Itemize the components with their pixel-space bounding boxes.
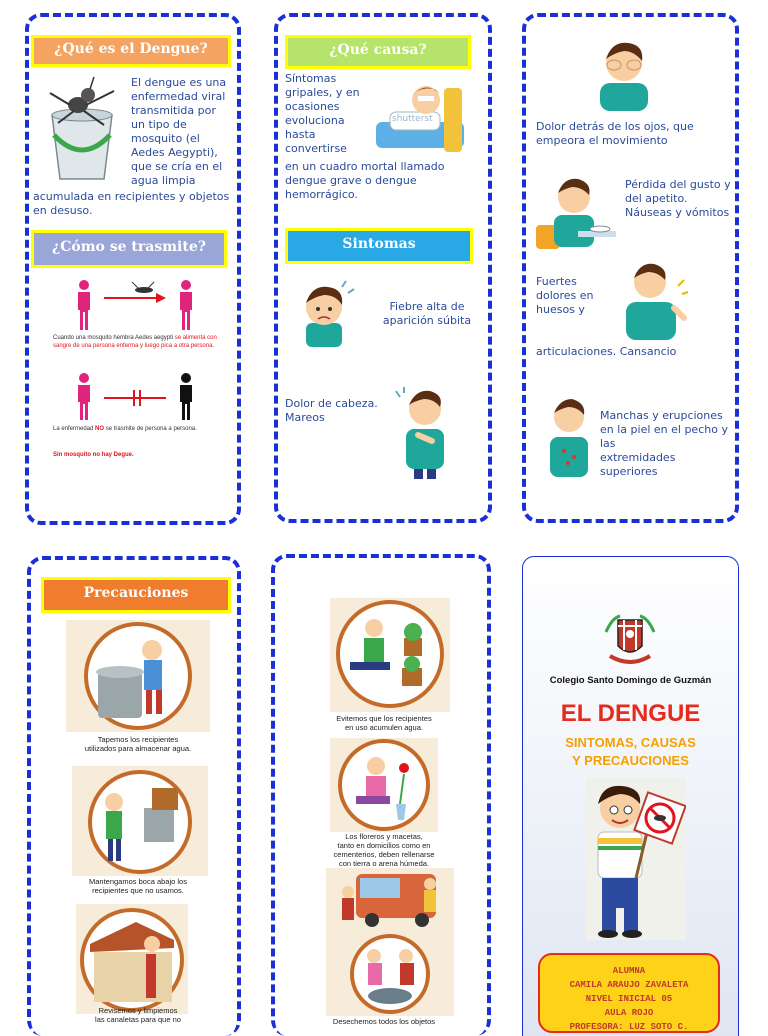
caption-part-red: NO [95, 426, 105, 432]
caption-line: Tapemos los recipientes [97, 735, 179, 744]
caption-line: Los floreros y macetas, [345, 832, 423, 841]
caption-part: Cuando una mosquito hembra Aedes aegypti [53, 335, 174, 341]
student-label: ALUMNA [612, 966, 646, 976]
cleaning-gutters-illustration [76, 904, 188, 1014]
text-line: en un cuadro mortal llamado [285, 160, 445, 173]
text-line: hasta [285, 128, 316, 141]
text-line: Pérdida del gusto y [625, 178, 731, 191]
student-classroom: AULA ROJO [604, 1008, 654, 1018]
garbage-collection-illustration [326, 868, 454, 1016]
student-teacher: PROFESORA: LUZ SOTO C. [569, 1022, 689, 1032]
text-line: Síntomas [285, 72, 337, 85]
text-line: Dolor de cabeza. [285, 397, 378, 410]
text-line: Náuseas y vómitos [625, 206, 730, 219]
subtitle-line: SINTOMAS, CAUSAS [565, 735, 696, 750]
text-line: transmitida por [131, 104, 216, 117]
student-info-box [538, 953, 720, 1033]
heading-como-se-trasmite [31, 230, 227, 268]
caption-line: las canaletas para que no [95, 1015, 181, 1024]
caption-line: Mantengamos boca abajo los [89, 877, 187, 886]
text-line: Mareos [285, 411, 325, 424]
no-appetite-boy-illustration [534, 175, 618, 251]
boy-with-mosquito-sign-illustration [586, 778, 686, 940]
text-line: huesos y [536, 303, 585, 316]
text-line: que se cría en el [131, 160, 223, 173]
precaution-caption-5 [304, 832, 464, 868]
text-line: Manchas y erupciones [600, 409, 723, 422]
que-es-text-right [131, 76, 231, 188]
skin-rash-boy-illustration [544, 395, 594, 477]
containers-upside-down-illustration [72, 766, 208, 876]
symptom-bones-text [536, 275, 616, 317]
caption-part: La enfermedad [53, 426, 94, 432]
caption-line: utilizados para almacenar agua. [84, 744, 192, 753]
symptom-bones-end-text: articulaciones. Cansancio [536, 345, 677, 358]
text-line: acumulada en recipientes y objetos [33, 190, 230, 203]
precaution-caption-3 [58, 1006, 218, 1024]
caption-line: en uso acumulen agua. [345, 723, 423, 732]
caption-line: tanto en domicilios como en [337, 841, 431, 850]
transmission-caption-1 [53, 334, 223, 350]
text-line: extremidades [600, 451, 676, 464]
caption-line: Evitemos que los recipientes [336, 714, 432, 723]
que-causa-text-full [285, 160, 473, 202]
text-line: convertirse [285, 142, 347, 155]
text-line: Aedes Aegypti), [131, 146, 218, 159]
symptom-taste-text [625, 178, 737, 220]
shutterstock-watermark: shutterst [392, 114, 433, 124]
text-line: enfermedad viral [131, 90, 226, 103]
heading-que-es-el-dengue [31, 35, 231, 67]
symptom-headache-text [285, 397, 385, 425]
school-name: Colegio Santo Domingo de Guzmán [549, 675, 712, 686]
text-line: del apetito. [625, 192, 688, 205]
text-line: mosquito (el [131, 132, 200, 145]
text-line: ocasiones [285, 100, 340, 113]
text-line: dengue grave o dengue [285, 174, 417, 187]
text-line: aparición súbita [382, 314, 472, 327]
caption-line: cementerios, deben rellenarse [333, 850, 435, 859]
cover-title: EL DENGUE [560, 700, 701, 727]
precaution-caption-2 [58, 877, 218, 895]
mosquito-bucket-illustration [38, 75, 126, 183]
caption-part: persona. [173, 426, 197, 432]
caption-part-red: pica a otra persona. [161, 343, 215, 349]
caption-line: con tierra o arena húmeda. [338, 859, 430, 868]
text-line: empeora el movimiento [536, 134, 668, 147]
plant-pots-illustration [330, 598, 450, 712]
text-line: agua limpia [131, 174, 196, 187]
symptom-fever-text [382, 300, 472, 328]
text-line: gripales, y en [285, 86, 360, 99]
caption-line: Revisemos y limpiemos [98, 1006, 178, 1015]
precaution-caption-6 [304, 1017, 464, 1026]
text-line: evoluciona [285, 114, 345, 127]
cover-subtitle [524, 734, 737, 770]
text-line: Fiebre alta de [389, 300, 465, 313]
student-level: NIVEL INICIAL 05 [585, 994, 673, 1004]
text-line: dolores en [536, 289, 594, 302]
student-name: CAMILA ARAUJO ZAVALETA [569, 980, 689, 990]
heading-inner: ¿Qué es el Dengue? [34, 38, 228, 64]
text-line: las [600, 437, 616, 450]
heading-inner: Precauciones [44, 580, 228, 610]
text-line: en desuso. [33, 204, 93, 217]
text-line: hemorrágico. [285, 188, 358, 201]
text-line: Fuertes [536, 275, 577, 288]
heading-inner: ¿Qué causa? [288, 38, 468, 66]
caption-line: Desechemos todos los objetos [332, 1017, 436, 1026]
flower-vase-illustration [330, 738, 438, 832]
precaution-caption-1 [58, 735, 218, 753]
precaution-caption-4 [304, 714, 464, 732]
fever-boy-illustration [292, 277, 356, 347]
text-line: El dengue es una [131, 76, 227, 89]
heading-sintomas [285, 228, 473, 264]
text-line: en la piel en el pecho y [600, 423, 728, 436]
text-line: superiores [600, 465, 658, 478]
transmission-diagram-row1 [70, 278, 200, 334]
caption-part-red: alimenta con sangre de una persona enferma y luego [53, 335, 217, 349]
caption-part-red: se [174, 335, 182, 341]
transmission-caption-3: Sin mosquito no hay Degue. [53, 452, 134, 458]
school-crest-icon [602, 612, 658, 668]
text-line: Dolor detrás de los ojos, que [536, 120, 694, 133]
heading-inner: Sintomas [288, 231, 470, 261]
symptom-skin-text [600, 409, 735, 479]
headache-boy-illustration [394, 385, 456, 479]
caption-line: recipientes que no usamos. [92, 886, 184, 895]
que-es-text-full [33, 190, 233, 218]
symptom-eyes-text [536, 120, 731, 148]
mosquito-icon [132, 282, 154, 293]
transmission-diagram-row2 [70, 372, 200, 422]
eye-pain-boy-illustration [584, 35, 664, 111]
caption-part: se trasmite de persona a [105, 426, 172, 432]
heading-inner: ¿Cómo se trasmite? [34, 233, 224, 265]
text-line: un tipo de [131, 118, 187, 131]
transmission-caption-2 [53, 425, 217, 433]
body-pain-boy-illustration [618, 258, 690, 340]
heading-que-causa [285, 35, 471, 69]
covering-container-illustration [66, 620, 210, 732]
que-causa-text-left [285, 72, 365, 156]
subtitle-line: Y PRECAUCIONES [572, 753, 689, 768]
heading-precauciones [41, 577, 231, 613]
